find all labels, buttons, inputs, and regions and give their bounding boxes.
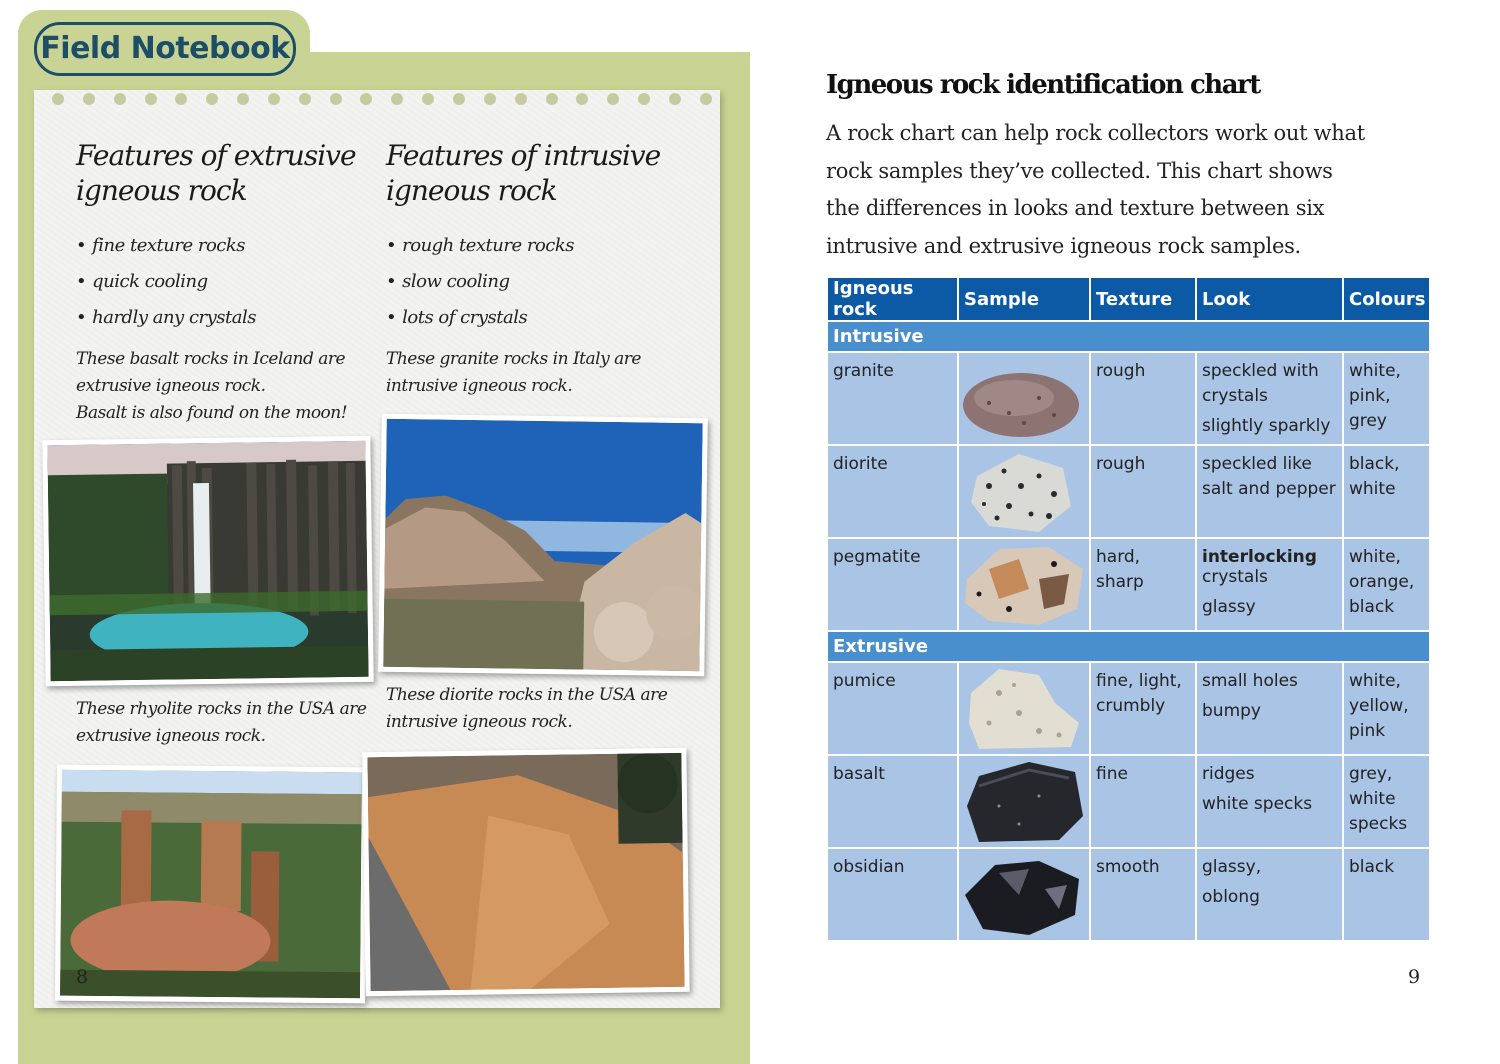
table-row <box>827 538 1430 631</box>
table-row <box>827 755 1430 848</box>
header-colours: Colours <box>1343 277 1430 321</box>
colour-line: white <box>1349 789 1396 809</box>
texture-cell: smooth <box>1090 848 1196 941</box>
look-cell <box>1196 538 1343 631</box>
look-line: glassy, <box>1202 857 1262 877</box>
list-item: • rough texture rocks <box>386 228 574 264</box>
table-row <box>827 445 1430 538</box>
obsidian-sample-image <box>958 848 1090 941</box>
look-cell <box>1196 755 1343 848</box>
texture-cell: rough <box>1090 352 1196 445</box>
look-line: bumpy <box>1202 701 1261 721</box>
colours-cell <box>1343 662 1430 755</box>
list-item: • fine texture rocks <box>76 228 256 264</box>
colours-cell <box>1343 538 1430 631</box>
caption-line: These granite rocks in Italy are <box>386 349 641 369</box>
table-row <box>827 662 1430 755</box>
rock-name: diorite <box>827 445 958 538</box>
caption-line: intrusive igneous rock. <box>386 712 573 732</box>
look-line: speckled like salt and pepper <box>1202 454 1336 499</box>
colour-line: grey, <box>1349 764 1393 784</box>
diorite-sample-image <box>958 445 1090 538</box>
table-row <box>827 352 1430 445</box>
colour-line: yellow, <box>1349 696 1409 716</box>
texture-cell: rough <box>1090 445 1196 538</box>
caption-line: intrusive igneous rock. <box>386 376 573 396</box>
look-cell <box>1196 352 1343 445</box>
colour-line: black <box>1349 597 1395 617</box>
header-igneous-rock: Igneous rock <box>827 277 958 321</box>
colour-line: white, <box>1349 671 1401 691</box>
rock-name: granite <box>827 352 958 445</box>
colour-line: pink <box>1349 721 1386 741</box>
rock-identification-table <box>826 276 1431 942</box>
list-item: • lots of crystals <box>386 300 574 336</box>
diorite-cliff-photo <box>362 748 689 997</box>
caption-line: extrusive igneous rock. <box>76 376 266 396</box>
granite-sample-image <box>958 352 1090 445</box>
header-sample: Sample <box>958 277 1090 321</box>
page-number-right: 9 <box>1408 966 1421 988</box>
colours-cell <box>1343 755 1430 848</box>
texture-cell: fine, light, crumbly <box>1090 662 1196 755</box>
binder-holes <box>52 93 712 105</box>
caption-line: Basalt is also found on the moon! <box>76 403 348 423</box>
extrusive-features-list <box>76 228 256 336</box>
colour-line: white, <box>1349 547 1401 567</box>
look-line: slightly sparkly <box>1202 416 1331 436</box>
rhyolite-caption <box>76 696 366 750</box>
group-label: Intrusive <box>827 321 1430 352</box>
basalt-sample-image <box>958 755 1090 848</box>
colour-line: pink, <box>1349 386 1391 406</box>
colour-line: black <box>1349 857 1395 877</box>
look-line: ridges <box>1202 764 1255 784</box>
header-texture: Texture <box>1090 277 1196 321</box>
basalt-waterfall-photo <box>42 436 373 687</box>
colour-line: specks <box>1349 814 1408 834</box>
colours-cell <box>1343 848 1430 941</box>
look-line: glassy <box>1202 597 1256 617</box>
chart-title: Igneous rock identification chart <box>826 70 1260 100</box>
granite-caption <box>386 346 641 400</box>
rock-name: basalt <box>827 755 958 848</box>
intrusive-heading-line2: igneous rock <box>386 174 557 207</box>
intro-line: A rock chart can help rock collectors work out what <box>826 121 1365 145</box>
diorite-caption <box>386 682 667 736</box>
look-line-bold: interlocking <box>1202 547 1317 567</box>
intro-paragraph <box>826 115 1426 265</box>
list-item: • quick cooling <box>76 264 256 300</box>
colours-cell <box>1343 445 1430 538</box>
rock-name: obsidian <box>827 848 958 941</box>
group-row-extrusive <box>827 631 1430 662</box>
granite-rocks-photo <box>378 414 708 677</box>
intrusive-heading-line1: Features of intrusive <box>386 139 661 172</box>
colour-line: grey <box>1349 411 1387 431</box>
group-row-intrusive <box>827 321 1430 352</box>
page-number-left: 8 <box>76 966 89 988</box>
look-line: oblong <box>1202 887 1260 907</box>
rhyolite-rocks-photo <box>55 765 367 1004</box>
colour-line: orange, <box>1349 572 1415 592</box>
list-item: • slow cooling <box>386 264 574 300</box>
texture-cell: fine <box>1090 755 1196 848</box>
look-line: white specks <box>1202 794 1313 814</box>
caption-line: These basalt rocks in Iceland are <box>76 349 346 369</box>
table-header-row <box>827 277 1430 321</box>
rock-name: pegmatite <box>827 538 958 631</box>
extrusive-heading-line2: igneous rock <box>76 174 247 207</box>
look-cell <box>1196 848 1343 941</box>
look-cell <box>1196 445 1343 538</box>
texture-cell: hard, sharp <box>1090 538 1196 631</box>
caption-line: These rhyolite rocks in the USA are <box>76 699 367 719</box>
look-cell <box>1196 662 1343 755</box>
caption-line: extrusive igneous rock. <box>76 726 266 746</box>
colour-line: white <box>1349 479 1396 499</box>
look-line: crystals <box>1202 567 1268 587</box>
pegmatite-sample-image <box>958 538 1090 631</box>
look-line: small holes <box>1202 671 1298 691</box>
group-label: Extrusive <box>827 631 1430 662</box>
intrusive-features-list <box>386 228 574 336</box>
caption-line: These diorite rocks in the USA are <box>386 685 668 705</box>
basalt-caption <box>76 346 347 427</box>
header-look: Look <box>1196 277 1343 321</box>
look-line: speckled with crystals <box>1202 361 1319 406</box>
field-notebook-title: Field Notebook <box>34 22 296 76</box>
list-item: • hardly any crystals <box>76 300 256 336</box>
rock-name: pumice <box>827 662 958 755</box>
colours-cell <box>1343 352 1430 445</box>
intrusive-heading <box>386 138 660 208</box>
extrusive-heading <box>76 138 356 208</box>
intro-line: intrusive and extrusive igneous rock samples. <box>826 233 1301 258</box>
pumice-sample-image <box>958 662 1090 755</box>
colour-line: white, <box>1349 361 1401 381</box>
table-row <box>827 848 1430 941</box>
colour-line: black, <box>1349 454 1400 474</box>
intro-line: the differences in looks and texture between six <box>826 196 1325 220</box>
extrusive-heading-line1: Features of extrusive <box>76 139 356 172</box>
intro-line: rock samples they’ve collected. This chart shows <box>826 158 1333 183</box>
